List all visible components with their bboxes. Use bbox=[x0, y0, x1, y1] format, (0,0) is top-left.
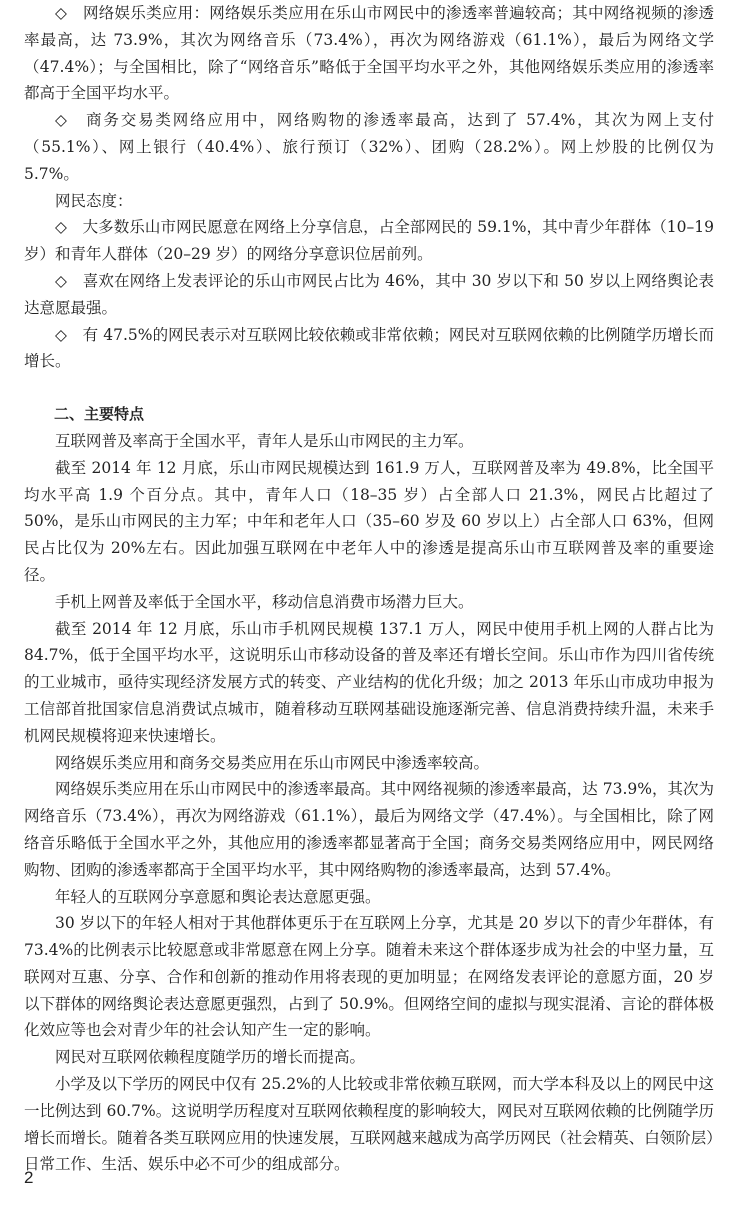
feature-title-penetration: 互联网普及率高于全国水平，青年人是乐山市网民的主力军。 bbox=[55, 431, 474, 450]
feature-body-mobile: 截至 2014 年 12 月底，乐山市手机网民规模 137.1 万人，网民中使用手机上网的人群占比为 84.7%，低于全国平均水平，这说明乐山市移动设备的普及率还有增长空间。乐山市作为四川省传统的工业城市，亟待实现经济发展方式的转变、产业结构的优化升级；加之 2013 年乐山市成功申报为工信部首批国家信息消费试点城市，随着移动互联网基础设施逐渐完善、信息消费持续升温，未来手机网民规模将迎来快速增长。 bbox=[24, 619, 714, 745]
feature-body-apps: 网络娱乐类应用在乐山市网民中的渗透率最高。其中网络视频的渗透率最高，达 73.9%，其次为网络音乐（73.4%），再次为网络游戏（61.1%），最后为网络文学（47.4%）。与全国相比，除了网络音乐略低于全国水平之外，其他应用的渗透率都显著高于全国；商务交易类网络应用中，网民网络购物、团购的渗透率都高于全国平均水平，其中网络购物的渗透率最高，达到 57.4%。 bbox=[24, 780, 714, 879]
bullet-dependence: ◇ 有 47.5%的网民表示对互联网比较依赖或非常依赖；网民对互联网依赖的比例随学历增长而增长。 bbox=[24, 325, 714, 371]
bullet-entertainment-apps: ◇ 网络娱乐类应用：网络娱乐类应用在乐山市网民中的渗透率普遍较高；其中网络视频的渗透率最高，达 73.9%，其次为网络音乐（73.4%），再次为网络游戏（61.1%），最后为网络文学（47.4%）；与全国相比，除了“网络音乐”略低于全国平均水平之外，其他网络娱乐类应用的渗透率都高于全国平均水平。 bbox=[24, 4, 714, 103]
feature-body-education: 小学及以下学历的网民中仅有 25.2%的人比较或非常依赖互联网，而大学本科及以上的网民中这一比例达到 60.7%。这说明学历程度对互联网依赖程度的影响较大，网民对互联网依赖的比例随学历增长而增长。随着各类互联网应用的快速发展，互联网越来越成为高学历网民（社会精英、白领阶层）日常工作、生活、娱乐中必不可少的组成部分。 bbox=[24, 1075, 714, 1174]
feature-title-education: 网民对互联网依赖程度随学历的增长而提高。 bbox=[55, 1048, 366, 1067]
feature-title-mobile: 手机上网普及率低于全国水平，移动信息消费市场潜力巨大。 bbox=[55, 592, 474, 611]
bullet-commerce-apps: ◇ 商务交易类网络应用中，网络购物的渗透率最高，达到了 57.4%，其次为网上支付（55.1%）、网上银行（40.4%）、旅行预订（32%）、团购（28.2%）。网上炒股的比例仅为 5.7%。 bbox=[24, 111, 714, 183]
feature-body-penetration: 截至 2014 年 12 月底，乐山市网民规模达到 161.9 万人，互联网普及率为 49.8%，比全国平均水平高 1.9 个百分点。其中，青年人口（18–35 岁）占全部人口 21.3%，网民占比超过了 50%，是乐山市网民的主力军；中年和老年人口（35–60 岁及 60 岁以上）占全部人口 63%，但网民占比仅为 20%左右。因此加强互联网在中老年人中的渗透是提高乐山市互联网普及率的重要途径。 bbox=[24, 458, 714, 584]
document-body bbox=[24, 0, 714, 1178]
page-number: 2 bbox=[24, 1168, 34, 1187]
attitude-label: 网民态度： bbox=[55, 191, 133, 210]
bullet-commenting: ◇ 喜欢在网络上发表评论的乐山市网民占比为 46%，其中 30 岁以下和 50 岁以上网络舆论表达意愿最强。 bbox=[24, 271, 714, 317]
section-heading: 二、主要特点 bbox=[54, 405, 145, 424]
section-gap bbox=[24, 375, 714, 401]
feature-title-apps: 网络娱乐类应用和商务交易类应用在乐山市网民中渗透率较高。 bbox=[55, 753, 490, 772]
bullet-sharing: ◇ 大多数乐山市网民愿意在网络上分享信息，占全部网民的 59.1%，其中青少年群体（10–19 岁）和青年人群体（20–29 岁）的网络分享意识位居前列。 bbox=[24, 218, 714, 264]
feature-body-youth: 30 岁以下的年轻人相对于其他群体更乐于在互联网上分享，尤其是 20 岁以下的青少年群体，有 73.4%的比例表示比较愿意或非常愿意在网上分享。随着未来这个群体逐步成为社会的中坚力量，互联网对互惠、分享、合作和创新的推动作用将表现的更加明显；在网络发表评论的意愿方面，20 岁以下群体的网络舆论表达意愿更强烈，占到了 50.9%。但网络空间的虚拟与现实混淆、言论的群体极化效应等也会对青少年的社会认知产生一定的影响。 bbox=[24, 914, 714, 1040]
feature-title-youth: 年轻人的互联网分享意愿和舆论表达意愿更强。 bbox=[55, 887, 381, 906]
